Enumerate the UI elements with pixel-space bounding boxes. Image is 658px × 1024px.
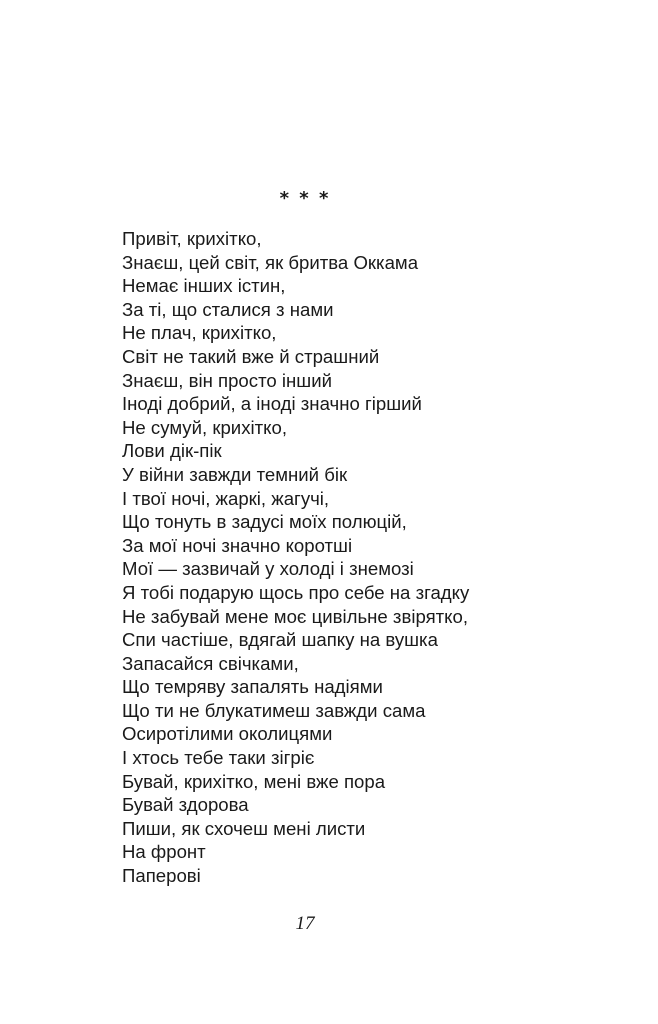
- poem-line: Привіт, крихітко,: [122, 228, 262, 249]
- poem-line: Мої — зазвичай у холоді і знемозі: [122, 558, 414, 580]
- poem-line: На фронт: [122, 841, 206, 863]
- poem-line: За мої ночі значно коротші: [122, 534, 353, 556]
- poem: [122, 227, 622, 888]
- poem-line: Не сумуй, крихітко,: [122, 416, 287, 438]
- poem-line: І твої ночі, жаркі, жагучі,: [122, 487, 330, 509]
- poem-line: Бувай, крихітко, мені вже пора: [122, 770, 386, 792]
- poem-line: Знаєш, цей світ, як бритва Оккама: [122, 251, 419, 273]
- poem-line: Паперові: [122, 865, 201, 887]
- poem-line: Не забувай мене моє цивільне звірятко,: [122, 605, 469, 627]
- poem-line: Лови дік-пік: [122, 440, 222, 462]
- poem-line: Пиши, як схочеш мені листи: [122, 817, 366, 839]
- poem-line: Що темряву запалять надіями: [122, 676, 383, 698]
- poem-line: Немає інших істин,: [122, 275, 286, 297]
- poem-line: У війни завжди темний бік: [122, 463, 348, 485]
- poem-line: Не плач, крихітко,: [122, 322, 277, 344]
- poem-line: За ті, що сталися з нами: [122, 298, 334, 320]
- page-number: 17: [295, 913, 315, 934]
- section-separator: * * *: [279, 188, 331, 209]
- poem-line: Бувай здорова: [122, 794, 249, 816]
- poem-line: Світ не такий вже й страшний: [122, 345, 380, 367]
- poem-line: Я тобі подарую щось про себе на згадку: [122, 581, 470, 603]
- poem-line: І хтось тебе таки зігріє: [122, 747, 315, 769]
- poem-line: Знаєш, він просто інший: [122, 369, 332, 391]
- poem-line: Що ти не блукатимеш завжди сама: [122, 699, 426, 721]
- poem-line: Осиротілими околицями: [122, 723, 333, 745]
- poem-line: Спи частіше, вдягай шапку на вушка: [122, 629, 438, 651]
- poem-line: Запасайся свічками,: [122, 652, 299, 674]
- poem-line: Іноді добрий, а іноді значно гірший: [122, 393, 422, 415]
- poem-line: Що тонуть в задусі моїх полюцій,: [122, 511, 407, 533]
